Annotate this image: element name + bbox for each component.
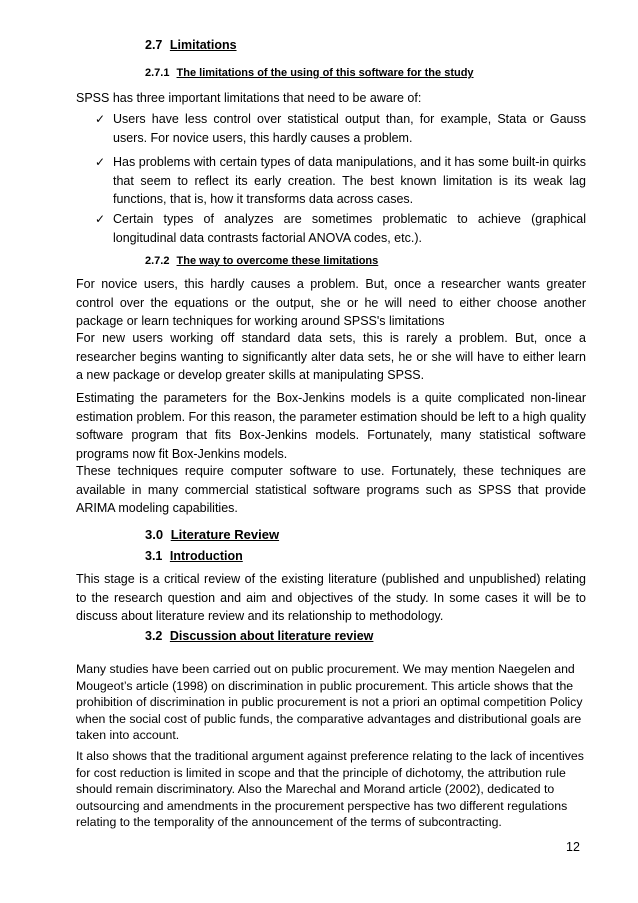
heading-2-7-2: [145, 255, 378, 267]
paragraph: For new users working off standard data sets, this is rarely a problem. But, once a researcher begins wanting to significantly alter data sets, he or she will have to either learn a new package or develop greater skills at manipulating SPSS.: [76, 331, 586, 382]
heading-number: 2.7.1: [145, 67, 170, 79]
heading-3-0: [145, 527, 279, 542]
heading-number: 3.0: [145, 527, 164, 542]
heading-2-7: [145, 38, 237, 52]
heading-title: The limitations of the using of this software for the study: [176, 67, 474, 79]
intro-line: SPSS has three important limitations that need to be aware of:: [76, 91, 422, 105]
heading-3-1: [145, 549, 243, 563]
paragraph: Many studies have been carried out on public procurement. We may mention Naegelen and Mougeot’s article (1998) on discrimination in public procurement. This article shows that the prohibition of discrimination in public procurement is not a priori an optimal competition Policy when the social cost of public funds, the comparative advantages and distributional goals are taken into account.: [76, 662, 583, 742]
paragraph: This stage is a critical review of the existing literature (published and unpublished) relating to the research question and aim and objectives of the study. In some cases it will be to discuss about literature review and its relationship to methodology.: [76, 572, 586, 623]
heading-3-2: [145, 629, 373, 643]
heading-title: Literature Review: [170, 527, 280, 542]
paragraph: Estimating the parameters for the Box-Jenkins models is a quite complicated non-linear estimation problem. For this reason, the parameter estimation should be left to a high quality software program that fits Box-Jenkins models. Fortunately, many statistical software programs now fit Box-Jenkins models.: [76, 391, 586, 461]
paragraph: These techniques require computer software to use. Fortunately, these techniques are available in many commercial statistical software programs such as SPSS that provide ARIMA modeling capabilities.: [76, 464, 586, 515]
heading-2-7-1: [145, 67, 474, 79]
heading-title: Discussion about literature review: [169, 629, 374, 643]
checkmark-icon: ✓: [95, 155, 106, 169]
checkmark-icon: ✓: [95, 112, 106, 126]
heading-number: 2.7.2: [145, 255, 170, 267]
page-number: 12: [566, 840, 580, 854]
heading-title: Introduction: [169, 549, 243, 563]
heading-number: 3.1: [145, 549, 163, 563]
heading-number: 3.2: [145, 629, 163, 643]
list-item: [95, 153, 586, 209]
list-item-text: Certain types of analyzes are sometimes problematic to achieve (graphical longitudinal data contrasts factorial ANOVA codes, etc.).: [113, 212, 586, 245]
list-item-text: Users have less control over statistical output than, for example, Stata or Gauss users. For novice users, this hardly causes a problem.: [113, 112, 586, 145]
checkmark-icon: ✓: [95, 212, 106, 226]
heading-title: Limitations: [169, 38, 237, 52]
paragraph: For novice users, this hardly causes a problem. But, once a researcher wants greater control over the equations or the output, she or he will need to either choose another package or learn techniques for working around SPSS's limitations: [76, 277, 586, 328]
heading-title: The way to overcome these limitations: [176, 255, 379, 267]
list-item: [95, 210, 586, 247]
heading-number: 2.7: [145, 38, 163, 52]
list-item: [95, 110, 586, 147]
paragraph: It also shows that the traditional argument against preference relating to the lack of incentives for cost reduction is limited in scope and that the principle of dichotomy, the attribution rule should remain discriminatory. Also the Marechal and Morand article (2002), dedicated to outsourcing and amendments in the procurement perspective has two different regulations relating to the temporality of the announcement of the terms of subcontracting.: [76, 749, 584, 829]
list-item-text: Has problems with certain types of data manipulations, and it has some built-in quirks that seem to reflect its early creation. The best known limitation is its weak lag functions, that is, how it transforms data across cases.: [113, 155, 586, 206]
